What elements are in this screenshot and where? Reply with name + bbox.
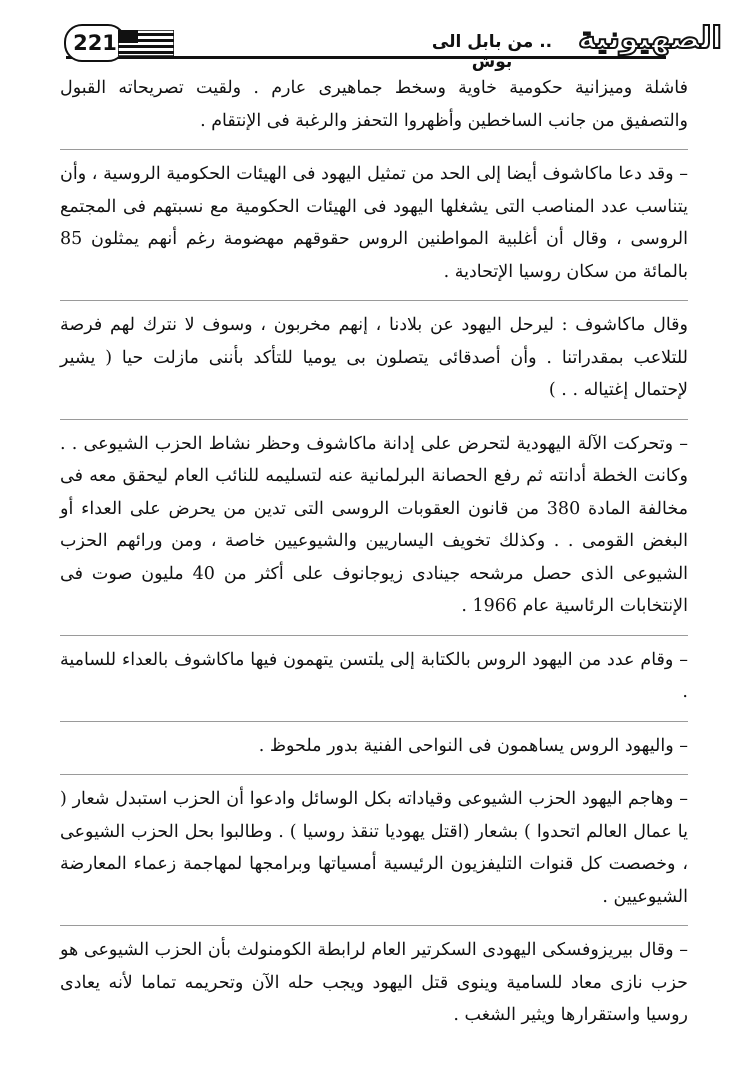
paragraph: – وقال بيريزوفسكى اليهودى السكرتير العام لرابطة الكومنولث بأن الحزب الشيوعى هو حزب نازى معاد للسامية وينوى قتل اليهود ويجب حله الآن وتحريمه تماما لأنه يعادى روسيا واستقرارها ويثير الشغب . [60, 940, 688, 1025]
paragraph: – واليهود الروس يساهمون فى النواحى الفنية بدور ملحوظ . [258, 735, 688, 756]
paragraph-divider [60, 774, 688, 775]
page-number-badge [64, 24, 126, 62]
page-header [0, 0, 746, 75]
paragraph: – وهاجم اليهود الحزب الشيوعى وقياداته بكل الوسائل وادعوا أن الحزب استبدل شعار ( يا عمال العالم اتحدوا ) بشعار (اقتل يهوديا تنقذ روسيا ) . وطالبوا بحل الحزب الشيوعى ، وخصصت كل قنوات التليفزيون الرئيسية أمسياتها وبرامجها لمهاجمة زعماء المعارضة الشيوعيين . [60, 789, 688, 907]
paragraph-divider [60, 149, 688, 150]
paragraph: وقال ماكاشوف : ليرحل اليهود عن بلادنا ، إنهم مخربون ، وسوف لا نترك لهم فرصة للتلاعب بمقدراتنا . وأن أصدقائى يتصلون بى يوميا للتأكد بأننى مازلت حيا ( يشير لإحتمال إغتياله . . ) [60, 315, 688, 400]
paragraph-divider [60, 635, 688, 636]
paragraph-divider [60, 419, 688, 420]
book-subtitle: .. من بابل الى بوش [431, 32, 553, 72]
paragraph-divider [60, 300, 688, 301]
paragraph: – وقد دعا ماكاشوف أيضا إلى الحد من تمثيل اليهود فى الهيئات الحكومية الروسية ، وأن يتناسب عدد المناصب التى يشغلها اليهود فى الهيئات الحكومية مع نسبتهم فى المجتمع الروسى ، وقال أن أغلبية المواطنين الروس حقوقهم مهضومة رغم أنهم يمثلون 85 بالمائة من سكان روسيا الإتحادية . [60, 164, 688, 282]
paragraph: – وتحركت الآلة اليهودية لتحرض على إدانة ماكاشوف وحظر نشاط الحزب الشيوعى . . وكانت الخطة أدانته ثم رفع الحصانة البرلمانية عنه لتسليمه للنائب العام ليحقق معه فى مخالفة المادة 380 من قانون العقوبات الروسى التى تدين من يحرض على العداء أو البغض القومى . . وكذلك تخويف اليساريين والشيوعيين خاصة ، ومن ورائهم الحزب الشيوعى الذى حصل مرشحه جينادى زيوجانوف على أكثر من 40 مليون صوت فى الإنتخابات الرئاسية عام 1966 . [60, 433, 689, 616]
book-title-logo [572, 14, 728, 62]
flag-icon [118, 30, 174, 56]
paragraph-divider [60, 721, 688, 722]
book-title: الصهيونية [578, 20, 722, 56]
paragraph: فاشلة وميزانية حكومية خاوية وسخط جماهيرى عارم . ولقيت تصريحاته القبول والتصفيق من جانب الساخطين وأظهروا التحفز والرغبة فى الإنتقام . [60, 78, 688, 131]
page-number: 221 [73, 31, 117, 55]
page-body [60, 72, 688, 1042]
paragraph: – وقام عدد من اليهود الروس بالكتابة إلى يلتسن يتهمون فيها ماكاشوف بالعداء للسامية . [60, 649, 688, 702]
paragraph-divider [60, 925, 688, 926]
